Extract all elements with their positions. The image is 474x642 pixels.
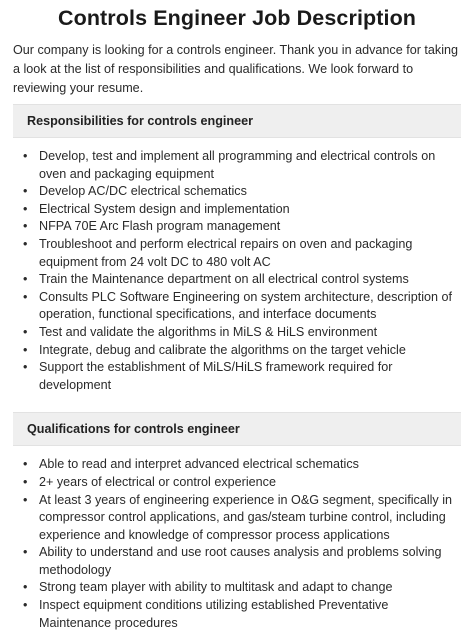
list-item-text: At least 3 years of engineering experience in O&G segment, specifically in compressor control applications, and gas/steam turbine control, including experience and knowledge of compressor process applications xyxy=(39,492,453,542)
list-item xyxy=(21,474,461,492)
responsibilities-heading: Responsibilities for controls engineer xyxy=(13,104,461,138)
list-item xyxy=(21,148,461,183)
list-item-text: Develop AC/DC electrical schematics xyxy=(39,184,247,199)
list-item xyxy=(21,579,461,597)
bullet-icon: • xyxy=(23,474,28,489)
bullet-icon: • xyxy=(23,457,28,472)
bullet-icon: • xyxy=(23,324,28,339)
list-item-text: Ability to understand and use root causes analysis and problems solving methodology xyxy=(39,545,442,577)
bullet-icon: • xyxy=(23,149,28,163)
list-item xyxy=(21,201,461,219)
bullet-icon: • xyxy=(23,289,28,304)
list-item-text: NFPA 70E Arc Flash program management xyxy=(39,219,281,234)
list-item-text: Inspect equipment conditions utilizing established Preventative Maintenance procedures xyxy=(39,598,389,630)
list-item-text: Strong team player with ability to multitask and adapt to change xyxy=(39,580,393,595)
bullet-icon: • xyxy=(23,219,28,234)
intro-paragraph: Our company is looking for a controls engineer. Thank you in advance for taking a look at the list of responsibilities and qualifications. We look forward to reviewing your resume. xyxy=(13,43,458,95)
list-item-text: Electrical System design and implementation xyxy=(39,201,290,216)
list-item-text: Integrate, debug and calibrate the algorithms on the target vehicle xyxy=(39,342,406,357)
list-item xyxy=(21,236,461,271)
responsibilities-list xyxy=(13,148,461,394)
list-item xyxy=(21,492,461,545)
list-item xyxy=(21,289,461,324)
list-item xyxy=(21,544,461,579)
bullet-icon: • xyxy=(23,580,28,595)
bullet-icon: • xyxy=(23,545,28,560)
bullet-icon: • xyxy=(23,342,28,357)
list-item xyxy=(21,597,461,632)
bullet-icon: • xyxy=(23,272,28,287)
list-item xyxy=(21,218,461,236)
bullet-icon: • xyxy=(23,236,28,251)
list-item-text: Consults PLC Software Engineering on system architecture, description of operation, functional specifications, and interface documents xyxy=(39,289,452,322)
list-item-text: Develop, test and implement all programming and electrical controls on oven and packaging equipment xyxy=(39,149,436,181)
bullet-icon: • xyxy=(23,201,28,216)
bullet-icon: • xyxy=(23,360,28,375)
list-item xyxy=(21,271,461,289)
list-item-text: Support the establishment of MiLS/HiLS framework required for development xyxy=(39,360,393,392)
list-item xyxy=(21,342,461,360)
bullet-icon: • xyxy=(23,184,28,199)
qualifications-heading: Qualifications for controls engineer xyxy=(13,412,461,446)
list-item xyxy=(21,324,461,342)
list-item-text: Train the Maintenance department on all electrical control systems xyxy=(39,272,409,287)
list-item-text: 2+ years of electrical or control experience xyxy=(39,474,276,489)
list-item xyxy=(21,183,461,201)
list-item xyxy=(21,456,461,474)
list-item xyxy=(21,359,461,394)
qualifications-list xyxy=(13,456,461,632)
bullet-icon: • xyxy=(23,598,28,613)
list-item-text: Test and validate the algorithms in MiLS & HiLS environment xyxy=(39,324,378,339)
list-item-text: Troubleshoot and perform electrical repairs on oven and packaging equipment from 24 volt DC to 480 volt AC xyxy=(39,236,413,269)
page-title: Controls Engineer Job Description xyxy=(57,6,417,30)
bullet-icon: • xyxy=(23,492,28,507)
list-item-text: Able to read and interpret advanced electrical schematics xyxy=(39,457,359,472)
